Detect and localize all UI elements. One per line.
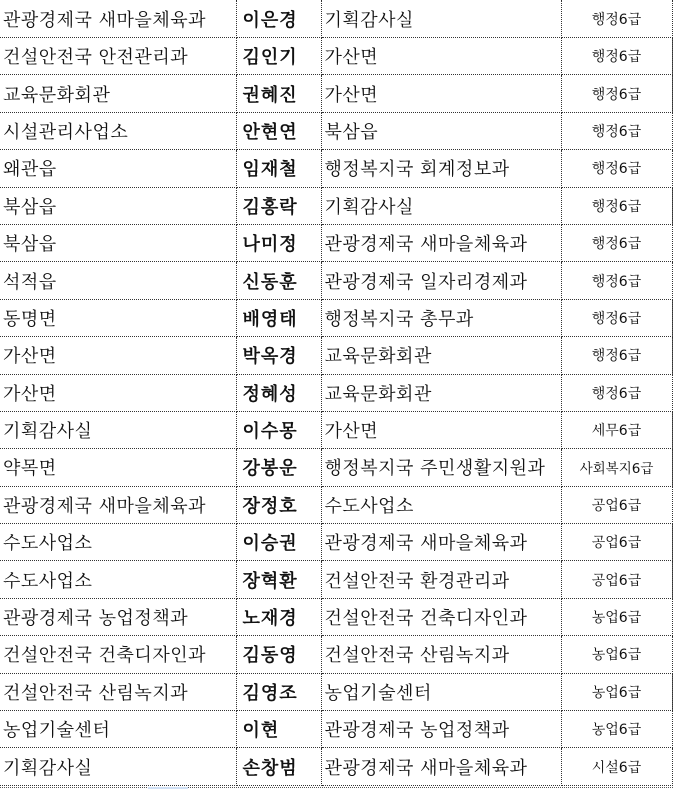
job-grade-cell bbox=[561, 150, 672, 187]
previous-department-text: 약목면 bbox=[3, 458, 57, 480]
new-department-text: 가산면 bbox=[324, 421, 379, 443]
previous-department-text: 기획감사실 bbox=[3, 757, 93, 779]
new-department-cell bbox=[321, 374, 561, 411]
previous-department-text: 시설관리사업소 bbox=[3, 121, 129, 143]
job-grade-cell bbox=[561, 224, 672, 261]
new-department-cell bbox=[321, 187, 561, 224]
new-department-cell bbox=[321, 411, 561, 448]
previous-department-cell bbox=[0, 411, 236, 448]
employee-name-cell bbox=[236, 38, 321, 75]
job-grade-cell bbox=[561, 711, 672, 748]
previous-department-text: 건설안전국 건축디자인과 bbox=[3, 645, 206, 667]
previous-department-cell bbox=[0, 711, 236, 748]
table-row bbox=[0, 374, 672, 411]
selection-edge-marker bbox=[148, 787, 188, 789]
employee-name-text: 강봉운 bbox=[242, 458, 298, 480]
employee-name-text: 이은경 bbox=[242, 9, 298, 31]
job-grade-cell bbox=[561, 673, 672, 710]
new-department-text: 건설안전국 환경관리과 bbox=[324, 570, 510, 592]
employee-name-cell bbox=[236, 598, 321, 635]
employee-name-text: 신동훈 bbox=[242, 271, 298, 293]
new-department-cell bbox=[321, 262, 561, 299]
previous-department-text: 가산면 bbox=[3, 383, 57, 405]
new-department-cell bbox=[321, 673, 561, 710]
new-department-text: 건설안전국 건축디자인과 bbox=[324, 608, 528, 630]
new-department-text: 북삼읍 bbox=[324, 121, 379, 143]
new-department-text: 농업기술센터 bbox=[324, 682, 432, 704]
previous-department-cell bbox=[0, 524, 236, 561]
new-department-cell bbox=[321, 711, 561, 748]
previous-department-cell bbox=[0, 299, 236, 336]
table-row bbox=[0, 636, 672, 673]
previous-department-text: 농업기술센터 bbox=[3, 720, 111, 742]
previous-department-text: 석적읍 bbox=[3, 271, 57, 293]
job-grade-cell bbox=[561, 337, 672, 374]
employee-name-text: 이현 bbox=[242, 720, 280, 742]
table-row bbox=[0, 337, 672, 374]
employee-name-cell bbox=[236, 374, 321, 411]
employee-name-cell bbox=[236, 262, 321, 299]
previous-department-text: 교육문화회관 bbox=[3, 84, 111, 106]
previous-department-text: 수도사업소 bbox=[3, 570, 93, 592]
employee-name-cell bbox=[236, 224, 321, 261]
job-grade-text: 공업6급 bbox=[591, 572, 642, 589]
employee-name-text: 임재철 bbox=[242, 159, 298, 181]
previous-department-cell bbox=[0, 262, 236, 299]
previous-department-cell bbox=[0, 150, 236, 187]
job-grade-text: 시설6급 bbox=[591, 759, 642, 776]
job-grade-cell bbox=[561, 0, 672, 38]
previous-department-text: 관광경제국 새마을체육과 bbox=[3, 9, 206, 31]
job-grade-cell bbox=[561, 561, 672, 598]
previous-department-text: 가산면 bbox=[3, 346, 57, 368]
job-grade-text: 행정6급 bbox=[591, 273, 642, 290]
table-row bbox=[0, 748, 672, 785]
job-grade-text: 농업6급 bbox=[591, 684, 642, 701]
table-row bbox=[0, 112, 672, 149]
employee-name-cell bbox=[236, 299, 321, 336]
new-department-text: 기획감사실 bbox=[324, 9, 414, 31]
table-row bbox=[0, 673, 672, 710]
job-grade-text: 행정6급 bbox=[591, 236, 642, 253]
job-grade-text: 공업6급 bbox=[591, 535, 642, 552]
employee-name-cell bbox=[236, 673, 321, 710]
job-grade-cell bbox=[561, 486, 672, 523]
table-row bbox=[0, 0, 672, 38]
table-row bbox=[0, 598, 672, 635]
job-grade-text: 행정6급 bbox=[591, 11, 642, 28]
new-department-text: 교육문화회관 bbox=[324, 346, 432, 368]
previous-department-text: 동명면 bbox=[3, 308, 57, 330]
table-row bbox=[0, 524, 672, 561]
new-department-cell bbox=[321, 748, 561, 785]
table-row bbox=[0, 299, 672, 336]
new-department-text: 기획감사실 bbox=[324, 196, 414, 218]
previous-department-cell bbox=[0, 486, 236, 523]
table-row bbox=[0, 38, 672, 75]
job-grade-text: 행정6급 bbox=[591, 49, 642, 66]
previous-department-text: 관광경제국 농업정책과 bbox=[3, 608, 189, 630]
employee-name-text: 이승권 bbox=[242, 533, 298, 555]
previous-department-text: 왜관읍 bbox=[3, 159, 57, 181]
previous-department-text: 수도사업소 bbox=[3, 533, 93, 555]
previous-department-cell bbox=[0, 748, 236, 785]
employee-name-cell bbox=[236, 636, 321, 673]
job-grade-text: 행정6급 bbox=[591, 198, 642, 215]
new-department-text: 수도사업소 bbox=[324, 495, 414, 517]
job-grade-cell bbox=[561, 524, 672, 561]
job-grade-cell bbox=[561, 748, 672, 785]
previous-department-cell bbox=[0, 224, 236, 261]
job-grade-text: 세무6급 bbox=[591, 423, 642, 440]
employee-name-text: 장정호 bbox=[242, 495, 298, 517]
job-grade-text: 행정6급 bbox=[591, 348, 642, 365]
previous-department-text: 건설안전국 안전관리과 bbox=[3, 47, 189, 69]
previous-department-cell bbox=[0, 38, 236, 75]
job-grade-text: 농업6급 bbox=[591, 722, 642, 739]
employee-name-cell bbox=[236, 561, 321, 598]
job-grade-cell bbox=[561, 262, 672, 299]
employee-name-text: 김영조 bbox=[242, 682, 298, 704]
job-grade-text: 공업6급 bbox=[591, 497, 642, 514]
employee-name-cell bbox=[236, 486, 321, 523]
new-department-cell bbox=[321, 299, 561, 336]
job-grade-text: 행정6급 bbox=[591, 310, 642, 327]
employee-name-cell bbox=[236, 337, 321, 374]
previous-department-cell bbox=[0, 0, 236, 38]
job-grade-cell bbox=[561, 38, 672, 75]
table-row bbox=[0, 711, 672, 748]
new-department-text: 교육문화회관 bbox=[324, 383, 432, 405]
previous-department-cell bbox=[0, 112, 236, 149]
previous-department-text: 북삼읍 bbox=[3, 234, 57, 256]
table-row bbox=[0, 561, 672, 598]
table-row bbox=[0, 262, 672, 299]
new-department-cell bbox=[321, 337, 561, 374]
employee-name-text: 김홍락 bbox=[242, 196, 298, 218]
employee-name-text: 나미정 bbox=[242, 234, 298, 256]
new-department-cell bbox=[321, 524, 561, 561]
new-department-cell bbox=[321, 75, 561, 112]
previous-department-cell bbox=[0, 561, 236, 598]
employee-name-text: 정혜성 bbox=[242, 383, 298, 405]
new-department-cell bbox=[321, 0, 561, 38]
job-grade-cell bbox=[561, 374, 672, 411]
new-department-text: 관광경제국 일자리경제과 bbox=[324, 271, 528, 293]
employee-name-text: 배영태 bbox=[242, 308, 298, 330]
previous-department-text: 건설안전국 산림녹지과 bbox=[3, 682, 189, 704]
employee-name-cell bbox=[236, 411, 321, 448]
previous-department-cell bbox=[0, 337, 236, 374]
previous-department-text: 기획감사실 bbox=[3, 421, 93, 443]
new-department-cell bbox=[321, 561, 561, 598]
job-grade-text: 농업6급 bbox=[591, 647, 642, 664]
previous-department-cell bbox=[0, 673, 236, 710]
job-grade-text: 행정6급 bbox=[591, 86, 642, 103]
job-grade-text: 행정6급 bbox=[591, 385, 642, 402]
new-department-cell bbox=[321, 112, 561, 149]
employee-name-text: 손창범 bbox=[242, 757, 298, 779]
employee-name-cell bbox=[236, 75, 321, 112]
new-department-text: 관광경제국 새마을체육과 bbox=[324, 533, 528, 555]
employee-name-cell bbox=[236, 449, 321, 486]
previous-department-text: 관광경제국 새마을체육과 bbox=[3, 495, 206, 517]
new-department-cell bbox=[321, 224, 561, 261]
table-row bbox=[0, 75, 672, 112]
job-grade-cell bbox=[561, 636, 672, 673]
employee-name-cell bbox=[236, 0, 321, 38]
employee-name-cell bbox=[236, 150, 321, 187]
previous-department-cell bbox=[0, 187, 236, 224]
new-department-text: 관광경제국 농업정책과 bbox=[324, 720, 510, 742]
job-grade-text: 행정6급 bbox=[591, 123, 642, 140]
new-department-text: 가산면 bbox=[324, 47, 379, 69]
new-department-text: 건설안전국 산림녹지과 bbox=[324, 645, 510, 667]
previous-department-text: 북삼읍 bbox=[3, 196, 57, 218]
employee-name-text: 이수몽 bbox=[242, 421, 298, 443]
employee-name-text: 안현연 bbox=[242, 121, 298, 143]
new-department-text: 행정복지국 주민생활지원과 bbox=[324, 458, 546, 480]
employee-name-text: 장혁환 bbox=[242, 570, 298, 592]
new-department-text: 관광경제국 새마을체육과 bbox=[324, 757, 528, 779]
new-department-cell bbox=[321, 449, 561, 486]
job-grade-cell bbox=[561, 75, 672, 112]
new-department-text: 가산면 bbox=[324, 84, 379, 106]
new-department-text: 행정복지국 회계정보과 bbox=[324, 159, 510, 181]
table-row bbox=[0, 224, 672, 261]
new-department-cell bbox=[321, 38, 561, 75]
new-department-cell bbox=[321, 636, 561, 673]
table-row bbox=[0, 486, 672, 523]
previous-department-cell bbox=[0, 598, 236, 635]
job-grade-cell bbox=[561, 598, 672, 635]
new-department-cell bbox=[321, 598, 561, 635]
new-department-cell bbox=[321, 486, 561, 523]
job-grade-cell bbox=[561, 112, 672, 149]
job-grade-text: 행정6급 bbox=[591, 161, 642, 178]
employee-name-text: 김동영 bbox=[242, 645, 298, 667]
job-grade-text: 농업6급 bbox=[591, 610, 642, 627]
employee-name-cell bbox=[236, 112, 321, 149]
table-row bbox=[0, 449, 672, 486]
previous-department-cell bbox=[0, 636, 236, 673]
new-department-text: 관광경제국 새마을체육과 bbox=[324, 234, 528, 256]
table-row bbox=[0, 150, 672, 187]
employee-name-cell bbox=[236, 711, 321, 748]
table-row bbox=[0, 187, 672, 224]
employee-name-text: 노재경 bbox=[242, 608, 298, 630]
employee-name-cell bbox=[236, 524, 321, 561]
job-grade-cell bbox=[561, 299, 672, 336]
job-grade-cell bbox=[561, 411, 672, 448]
employee-name-cell bbox=[236, 187, 321, 224]
employee-name-cell bbox=[236, 748, 321, 785]
previous-department-cell bbox=[0, 75, 236, 112]
job-grade-cell bbox=[561, 187, 672, 224]
job-grade-cell bbox=[561, 449, 672, 486]
new-department-cell bbox=[321, 150, 561, 187]
previous-department-cell bbox=[0, 374, 236, 411]
employee-name-text: 김인기 bbox=[242, 47, 298, 69]
new-department-text: 행정복지국 총무과 bbox=[324, 308, 474, 330]
job-grade-text: 사회복지6급 bbox=[579, 461, 654, 478]
employee-name-text: 박옥경 bbox=[242, 346, 298, 368]
employee-name-text: 권혜진 bbox=[242, 84, 298, 106]
table-row bbox=[0, 411, 672, 448]
previous-department-cell bbox=[0, 449, 236, 486]
